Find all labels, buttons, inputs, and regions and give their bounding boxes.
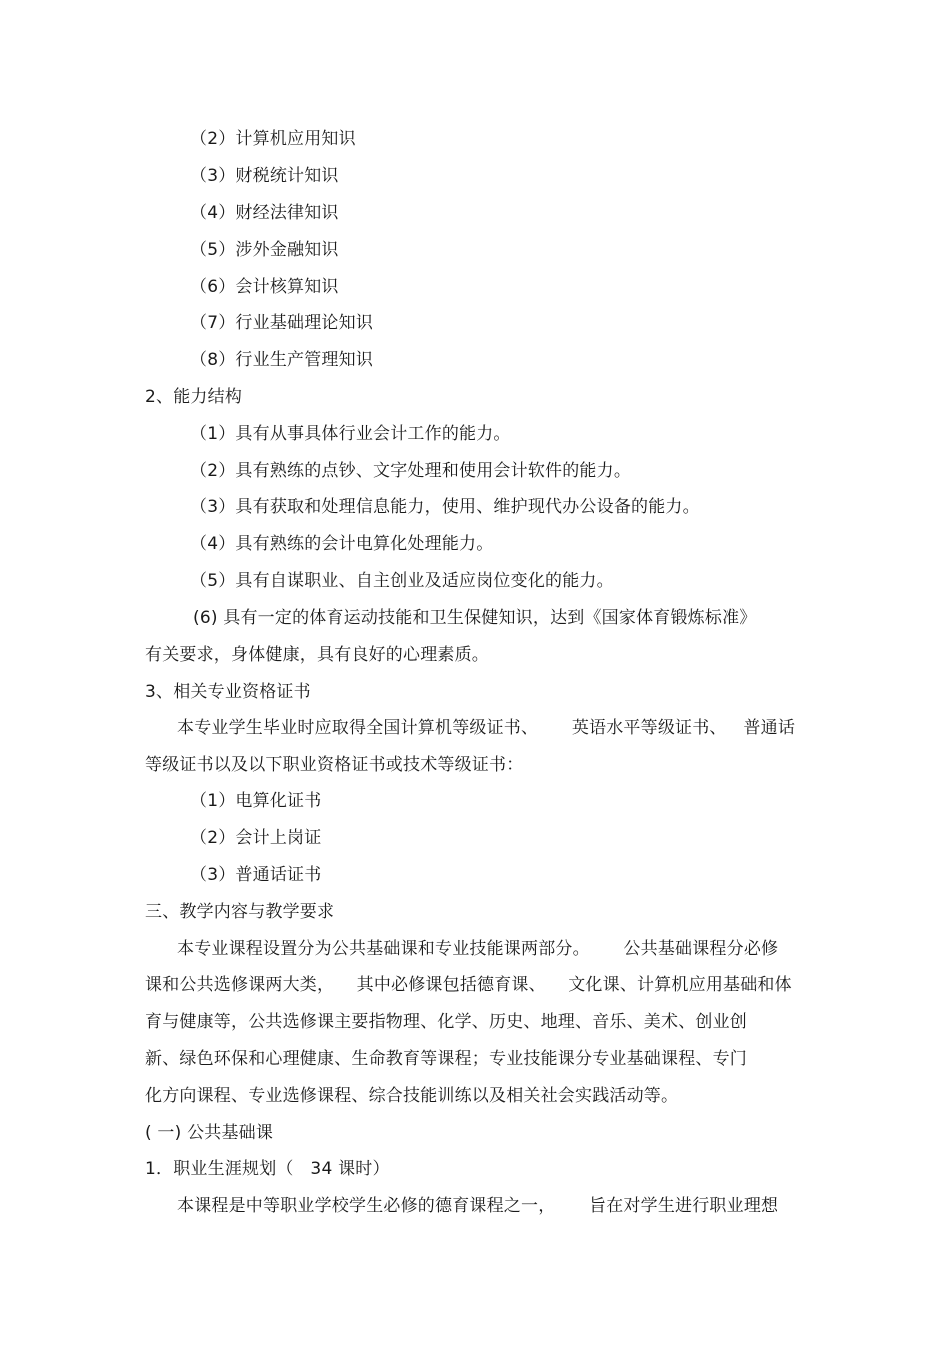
section-heading-certificates: 3、相关专业资格证书 bbox=[145, 682, 311, 702]
cert-item: （1）电算化证书 bbox=[190, 791, 322, 811]
knowledge-item: （8）行业生产管理知识 bbox=[190, 350, 374, 370]
paragraph-line: 新、绿色环保和心理健康、生命教育等课程；专业技能课分专业基础课程、专门 bbox=[145, 1049, 747, 1069]
paragraph-line: 本专业课程设置分为公共基础课和专业技能课两部分。 公共基础课程分必修 bbox=[177, 939, 779, 959]
knowledge-item: （4）财经法律知识 bbox=[190, 203, 339, 223]
paragraph-line: 等级证书以及以下职业资格证书或技术等级证书： bbox=[145, 755, 524, 775]
ability-item: （1）具有从事具体行业会计工作的能力。 bbox=[190, 424, 511, 444]
ability-item: （3）具有获取和处理信息能力，使用、维护现代办公设备的能力。 bbox=[190, 497, 700, 517]
knowledge-item: （6）会计核算知识 bbox=[190, 277, 339, 297]
cert-item: （2）会计上岗证 bbox=[190, 828, 322, 848]
knowledge-item: （2）计算机应用知识 bbox=[190, 129, 356, 149]
paragraph-line: 课和公共选修课两大类， 其中必修课包括德育课、 文化课、计算机应用基础和体 bbox=[145, 975, 792, 995]
course-heading: 1．职业生涯规划（ 34 课时） bbox=[145, 1159, 390, 1179]
knowledge-item: （3）财税统计知识 bbox=[190, 166, 339, 186]
paragraph-line: 本专业学生毕业时应取得全国计算机等级证书、 英语水平等级证书、 普通话 bbox=[177, 718, 796, 738]
ability-item: (6) 具有一定的体育运动技能和卫生保健知识，达到《国家体育锻炼标准》 bbox=[193, 608, 757, 628]
paragraph-line: 育与健康等，公共选修课主要指物理、化学、历史、地理、音乐、美术、创业创 bbox=[145, 1012, 747, 1032]
ability-item: （2）具有熟练的点钞、文字处理和使用会计软件的能力。 bbox=[190, 461, 632, 481]
knowledge-item: （5）涉外金融知识 bbox=[190, 240, 339, 260]
section-heading-ability: 2、能力结构 bbox=[145, 387, 243, 407]
knowledge-item: （7）行业基础理论知识 bbox=[190, 313, 374, 333]
ability-item-continuation: 有关要求，身体健康，具有良好的心理素质。 bbox=[145, 645, 489, 665]
ability-item: （5）具有自谋职业、自主创业及适应岗位变化的能力。 bbox=[190, 571, 614, 591]
subsection-heading: ( 一) 公共基础课 bbox=[145, 1123, 274, 1143]
ability-item: （4）具有熟练的会计电算化处理能力。 bbox=[190, 534, 494, 554]
paragraph-line: 化方向课程、专业选修课程、综合技能训练以及相关社会实践活动等。 bbox=[145, 1086, 679, 1106]
cert-item: （3）普通话证书 bbox=[190, 865, 322, 885]
chapter-heading: 三、教学内容与教学要求 bbox=[145, 902, 335, 922]
paragraph-line: 本课程是中等职业学校学生必修的德育课程之一， 旨在对学生进行职业理想 bbox=[177, 1196, 779, 1216]
